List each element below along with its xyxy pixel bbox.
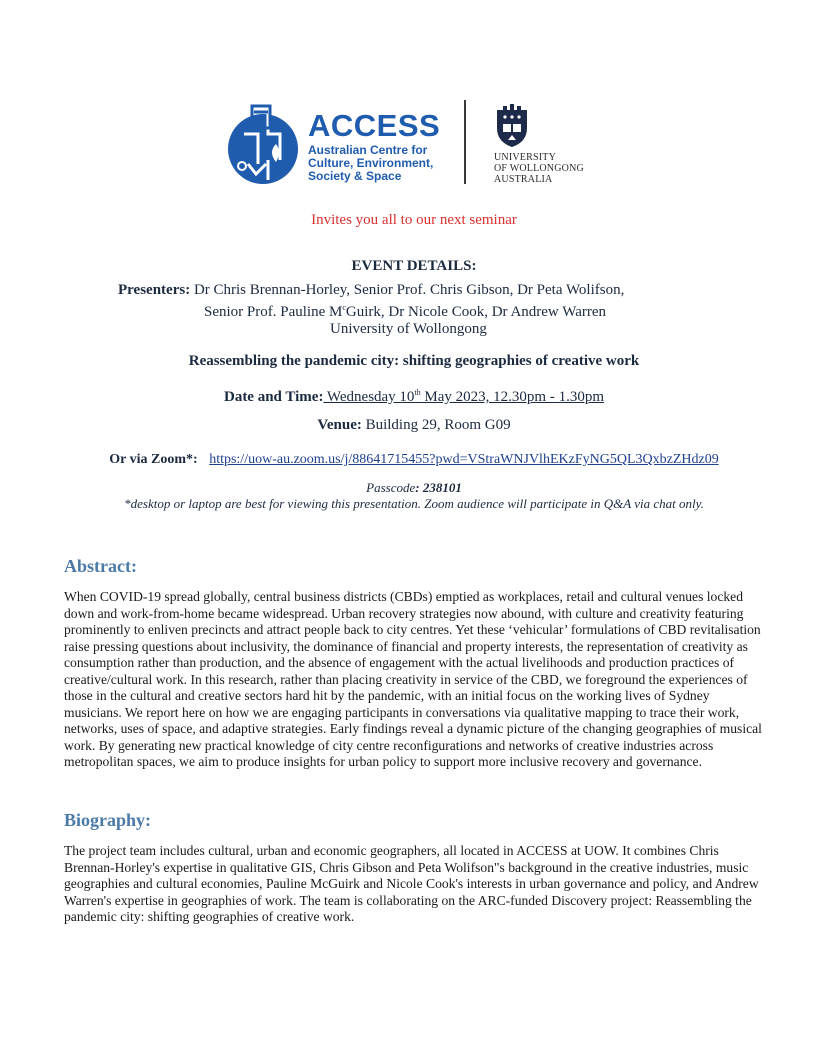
zoom-label: Or via Zoom*:	[109, 452, 198, 467]
date-value	[323, 389, 604, 405]
access-brand-name: ACCESS	[308, 108, 441, 143]
venue-label: Venue:	[317, 417, 362, 433]
access-subtitle-line: Australian Centre for	[308, 143, 428, 157]
presenters-label: Presenters:	[118, 282, 191, 298]
access-subtitle	[308, 144, 478, 183]
passcode-line	[0, 480, 828, 496]
date-value-b: May 2023, 12.30pm - 1.30pm	[420, 389, 604, 405]
presenters-names-1: Dr Chris Brennan-Horley, Senior Prof. Chris Gibson, Dr Peta Wolifson,	[190, 282, 625, 298]
abstract-heading: Abstract:	[64, 556, 137, 576]
seminar-title: Reassembling the pandemic city: shifting geographies of creative work	[188, 353, 640, 369]
zoom-note: *desktop or laptop are best for viewing this presentation. Zoom audience will participate in Q&A via chat only.	[124, 496, 704, 511]
date-value-a: Wednesday 10	[323, 389, 415, 405]
presenters-names-2a: Senior Prof. Pauline M	[204, 304, 343, 320]
presenters-line-2	[118, 299, 718, 321]
university-crest-icon	[495, 104, 529, 148]
presenters-names-2b: Guirk, Dr Nicole Cook, Dr Andrew Warren	[345, 304, 607, 320]
zoom-line	[0, 452, 828, 468]
date-value-sup: th	[414, 388, 421, 397]
access-subtitle-line: Society & Space	[308, 169, 402, 183]
presenters-line-1	[118, 282, 718, 299]
header-logos	[224, 96, 624, 196]
biography-heading: Biography:	[64, 810, 152, 830]
venue-line	[0, 417, 828, 434]
logo-divider	[464, 100, 466, 184]
presenters-names-2-sup: c	[342, 303, 346, 312]
date-time-line	[0, 388, 828, 406]
zoom-link[interactable]: https://uow-au.zoom.us/j/88641715455?pwd=VStraWNJVlhEKzFyNG5QL3QxbzZHdz09	[209, 452, 719, 467]
passcode-value: : 238101	[415, 480, 462, 495]
venue-value: Building 29, Room G09	[361, 417, 511, 433]
university-name-line: UNIVERSITY	[494, 152, 556, 163]
university-name	[494, 152, 634, 185]
access-logo-icon	[224, 104, 302, 186]
abstract-text: When COVID-19 spread globally, central business districts (CBDs) emptied as workplaces, retail and cultural venues locked down and work-from-home became widespread. Urban recovery strategies now abound, with culture and creativity featuring prominently to enliven precincts and attract people back to city centres. Yet these ‘vehicular’ formulations of CBD revitalisation raise pressing questions about inclusivity, the dominance of financial and property interests, the representation of creativity as consumption rather than production, and the absence of engagement with the actual livelihoods and production practices of creative/cultural work. In this research, rather than placing creativity in service of the CBD, we foreground the experiences of those in the cultural and creative sectors hard hit by the pandemic, with an initial focus on the working lives of Sydney musicians. We report here on how we are engaging participants in conversations via qualitative mapping to trace their work, networks, uses of space, and adaptive strategies. Early findings reveal a dynamic picture of the changing geographies of musical work. By generating new practical knowledge of city centre reconfigurations and networks of creative industries across metropolitan spaces, we aim to produce insights for urban policy to support more inclusive recovery and governance.	[64, 589, 762, 769]
event-details-heading: EVENT DETAILS:	[351, 258, 477, 274]
passcode-label: Passcode	[366, 480, 416, 495]
presenters-block	[118, 282, 718, 338]
university-name-line: OF WOLLONGONG	[494, 163, 584, 174]
presenters-affiliation: University of Wollongong	[330, 321, 487, 337]
date-label: Date and Time:	[223, 389, 324, 405]
biography-text: The project team includes cultural, urban and economic geographers, all located in ACCESS at UOW. It combines Chris Brennan-Horley's expertise in qualitative GIS, Chris Gibson and Peta Wolifson"s background in the creative industries, music geographies and cultural economies, Pauline McGuirk and Nicole Cook's interests in urban governance and policy, and Andrew Warren's expertise in geographies of work. The team is collaborating on the ARC-funded Discovery project: Reassembling the pandemic city: shifting geographies of creative work.	[64, 843, 759, 924]
access-subtitle-line: Culture, Environment,	[308, 156, 434, 170]
university-name-line: AUSTRALIA	[494, 174, 553, 185]
invite-line: Invites you all to our next seminar	[311, 212, 517, 228]
